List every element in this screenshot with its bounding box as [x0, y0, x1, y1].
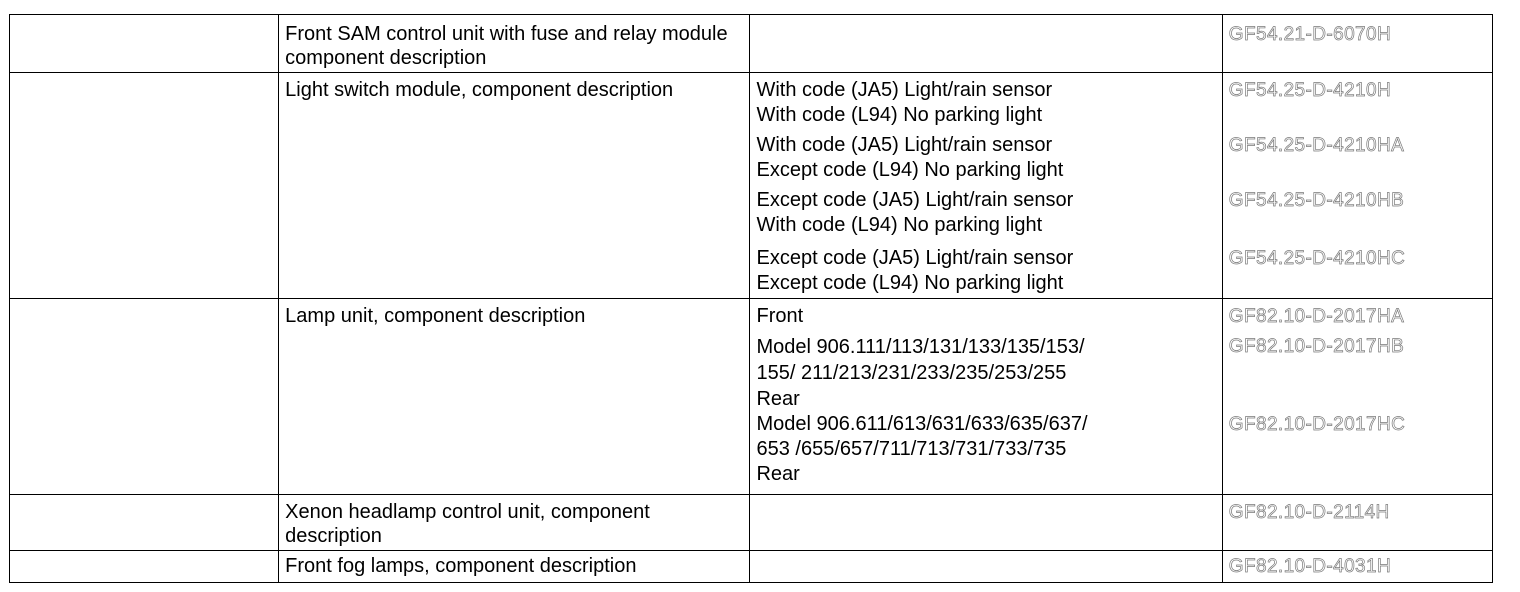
condition-line: 653 /655/657/711/713/731/733/735 — [756, 438, 1067, 460]
document-link[interactable]: GF82.10-D-2017HC — [1228, 414, 1406, 435]
condition-line: Front — [756, 305, 804, 327]
empty-cell — [10, 551, 279, 583]
component-cell — [279, 551, 750, 583]
document-link[interactable]: GF82.10-D-4031H — [1228, 556, 1392, 577]
component-cell — [279, 299, 750, 495]
component-description-table — [9, 14, 1493, 583]
condition-cell — [750, 299, 1222, 495]
condition-line: Except code (L94) No parking light — [756, 272, 1064, 294]
document-link[interactable]: GF54.25-D-4210H — [1228, 80, 1392, 101]
condition-line: Except code (JA5) Light/rain sensor — [756, 189, 1074, 211]
document-group — [1229, 412, 1486, 437]
document-cell — [1222, 299, 1492, 495]
condition-group — [756, 133, 1215, 183]
document-group — [1229, 78, 1486, 128]
empty-cell — [10, 299, 279, 495]
document-group — [1229, 334, 1486, 412]
table-row — [10, 299, 1493, 495]
table-row — [10, 73, 1493, 299]
component-name: Light switch module, component description — [285, 79, 674, 101]
table-row — [10, 551, 1493, 583]
document-cell — [1222, 551, 1492, 583]
condition-line: With code (JA5) Light/rain sensor — [756, 79, 1053, 101]
document-group — [1229, 133, 1486, 183]
document-cell — [1222, 15, 1492, 73]
document-link[interactable]: GF82.10-D-2114H — [1228, 502, 1390, 523]
component-cell — [279, 495, 750, 551]
component-cell — [279, 73, 750, 299]
condition-cell — [750, 495, 1222, 551]
condition-cell — [750, 551, 1222, 583]
condition-cell — [750, 73, 1222, 299]
condition-line: With code (L94) No parking light — [756, 214, 1043, 236]
component-name: Xenon headlamp control unit, component description — [285, 501, 650, 547]
condition-line: Except code (L94) No parking light — [756, 159, 1064, 181]
document-group — [1229, 188, 1486, 238]
condition-line: Rear — [756, 388, 800, 410]
condition-group — [756, 412, 1215, 487]
condition-line: Model 906.111/113/131/133/135/153/ — [756, 336, 1085, 358]
condition-cell — [750, 15, 1222, 73]
condition-group — [756, 188, 1215, 238]
condition-group — [756, 246, 1215, 296]
table-row — [10, 15, 1493, 73]
condition-group — [756, 334, 1215, 412]
document-group — [1229, 304, 1486, 329]
document-link[interactable]: GF54.25-D-4210HA — [1228, 135, 1405, 156]
component-name: Front SAM control unit with fuse and relay module component description — [285, 23, 728, 69]
condition-line: Except code (JA5) Light/rain sensor — [756, 247, 1074, 269]
document-link[interactable]: GF54.25-D-4210HB — [1228, 190, 1405, 211]
document-group — [1229, 246, 1486, 296]
document-cell — [1222, 73, 1492, 299]
condition-group — [756, 304, 1215, 329]
empty-cell — [10, 15, 279, 73]
condition-line: Rear — [756, 463, 800, 485]
condition-line: With code (L94) No parking light — [756, 104, 1043, 126]
condition-line: Model 906.611/613/631/633/635/637/ — [756, 413, 1088, 435]
condition-group — [756, 78, 1215, 128]
condition-line: 155/ 211/213/231/233/235/253/255 — [756, 362, 1067, 384]
document-link[interactable]: GF82.10-D-2017HB — [1228, 336, 1405, 357]
condition-line: With code (JA5) Light/rain sensor — [756, 134, 1053, 156]
document-cell — [1222, 495, 1492, 551]
table-row — [10, 495, 1493, 551]
component-cell — [279, 15, 750, 73]
document-link[interactable]: GF54.21-D-6070H — [1228, 24, 1392, 45]
empty-cell — [10, 73, 279, 299]
component-name: Front fog lamps, component description — [285, 555, 637, 577]
component-name: Lamp unit, component description — [285, 305, 586, 327]
document-link[interactable]: GF82.10-D-2017HA — [1228, 306, 1405, 327]
empty-cell — [10, 495, 279, 551]
document-link[interactable]: GF54.25-D-4210HC — [1228, 248, 1406, 269]
